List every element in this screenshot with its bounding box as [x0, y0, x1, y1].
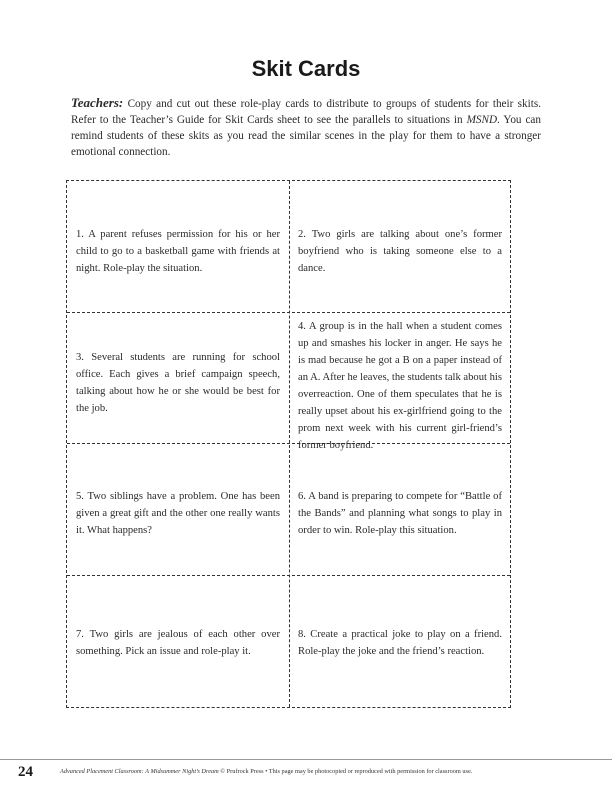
page-number: 24 — [18, 764, 33, 780]
instructions-text-1: Copy and cut out these role-play cards to distribute to groups of students for their skits. Refer to the Teacher’s Guide for Skit Cards sheet to see the parallels to situations in — [71, 98, 541, 126]
skit-card-7: 7. Two girls are jealous of each other over something. Pick an issue and role-play it. — [76, 629, 280, 657]
teacher-instructions — [71, 95, 541, 160]
skit-card-5: 5. Two siblings have a problem. One has been given a great gift and the other one really wants it. What happens? — [76, 491, 280, 536]
skit-card-4: 4. A group is in the hall when a student comes up and smashes his locker in anger. He says he is mad because he got a B on a paper instead of an A. After he leaves, the students talk about his overreaction. One of them speculates that he is really upset about his ex-girlfriend going to the prom next week with his current girl-friend’s former boyfriend. — [298, 321, 502, 451]
cut-line-horizontal — [67, 575, 510, 576]
instructions-text-2: . You can remind students of these skits as you read the similar scenes in the play for them to have a stronger emotional connection. — [71, 114, 541, 158]
skit-card-3: 3. Several students are running for school office. Each gives a brief campaign speech, talking about how he or she would be best for the job. — [76, 352, 280, 414]
skit-cards-grid — [66, 180, 511, 708]
footer-divider — [0, 759, 612, 760]
instructions-lead: Teachers: — [71, 95, 124, 110]
skit-card-8: 8. Create a practical joke to play on a friend. Role-play the joke and the friend’s reaction. — [298, 629, 502, 657]
skit-card-2: 2. Two girls are talking about one’s former boyfriend who is taking someone else to a dance. — [298, 229, 502, 274]
skit-card-6: 6. A band is preparing to compete for “Battle of the Bands” and planning what songs to play in order to win. Role-play this situation. — [298, 491, 502, 536]
footer-copyright: © Prufrock Press • This page may be photocopied or reproduced with permission for classroom use. — [218, 768, 473, 775]
play-abbreviation: MSND — [466, 114, 498, 126]
cut-line-horizontal — [67, 312, 510, 313]
footer-book-title: Advanced Placement Classroom: A Midsummer Night’s Dream — [60, 768, 219, 775]
cut-line-vertical — [289, 181, 290, 707]
footer-credits — [60, 768, 590, 775]
skit-card-1: 1. A parent refuses permission for his or her child to go to a basketball game with friends at night. Role-play the situation. — [76, 229, 280, 274]
page-title: Skit Cards — [251, 56, 361, 81]
